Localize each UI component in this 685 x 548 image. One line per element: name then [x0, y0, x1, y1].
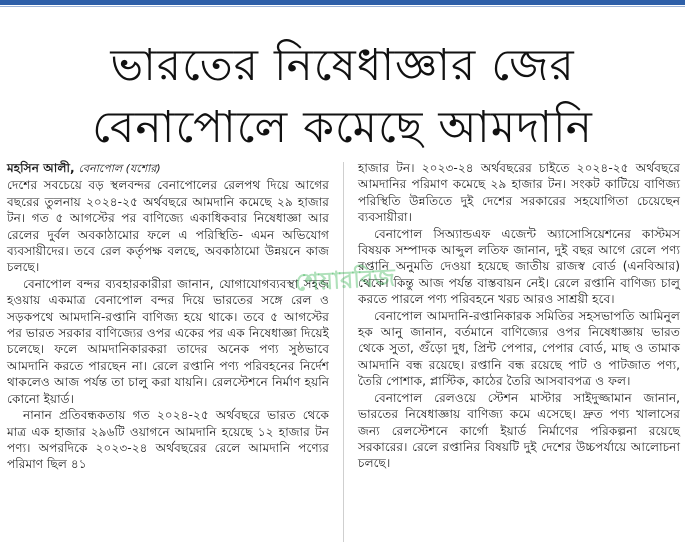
headline-line-2: বেনাপোলে কমেছে আমদানি [92, 102, 593, 153]
byline [7, 160, 329, 177]
paragraph: বেনাপোল রেলওয়ে স্টেশন মাস্টার সাইদুজ্জামান জানান, ভারতের নিষেধাজ্ঞায় বাণিজ্য কমে এসেছে। দ্রুত পণ্য খালাসের জন্য রেলস্টেশনে কার্গো ইয়ার্ড নির্মাণের পরিকল্পনা রয়েছে সরকারের। রেলে রপ্তানির বিষয়টি দুই দেশের উচ্চপর্যায়ে আলোচনা চলছে। [358, 390, 680, 471]
paragraph: হাজার টন। ২০২৩-২৪ অর্থবছরের চাইতে ২০২৪-২৫ অর্থবছরে আমদানির পরিমাণ কমেছে ২৯ হাজার টন। সংকট কাটিয়ে বাণিজ্য পরিস্থিতি উন্নতিতে দুই দেশের সরকারের সহযোগিতা চেয়েছেন ব্যবসায়ীরা। [358, 161, 680, 225]
top-rule [0, 0, 685, 5]
paragraph: বেনাপোল আমদানি-রপ্তানিকারক সমিতির সহসভাপতি আমিনুল হক আনু জানান, বর্তমানে বাণিজ্যের ওপর নিষেধাজ্ঞায় ভারত থেকে সুতা, গুঁড়ো দুধ, প্রিন্ট পেপার, পেপার বোর্ড, মাছ ও তামাক আমদানি বন্ধ রয়েছে। রপ্তানি বন্ধ রয়েছে পাট ও পাটজাত পণ্য, তৈরি পোশাক, প্লাস্টিক, কাঠের তৈরি আসবাবপত্র ও ফল। [358, 308, 680, 389]
byline-place: বেনাপোল (যশোর) [78, 162, 161, 175]
watermark-logo: শেয়ারবিজ [294, 263, 396, 297]
top-rule-thin [0, 6, 685, 7]
paragraph: দেশের সবচেয়ে বড় স্থলবন্দর বেনাপোলের রেলপথ দিয়ে আগের বছরের তুলনায় ২০২৪-২৫ অর্থবছরে আমদানি কমেছে ২৯ হাজার টন। গত ৫ আগস্টের পর বাণিজ্যে একাধিকবার নিষেধাজ্ঞা আর রেলের দুর্বল অবকাঠামোর ফলে এ পরিস্থিতি- এমন অভিযোগ ব্যবসায়ীদের। তবে রেল কর্তৃপক্ষ বলছে, অবকাঠামো উন্নয়নে কাজ চলছে। [7, 178, 329, 275]
article-column-right [358, 160, 680, 472]
paragraph: বেনাপোল সিঅ্যান্ডএফ এজেন্ট অ্যাসোসিয়েশনের কাস্টমস বিষয়ক সম্পাদক আব্দুল লতিফ জানান, দুই বছর আগে রেলে পণ্য রপ্তানি অনুমতি দেওয়া হয়েছে জাতীয় রাজস্ব বোর্ড (এনবিআর) থেকে। কিন্তু আজ পর্যন্ত বাস্তবায়ন নেই। রেলে রপ্তানি বাণিজ্য চালু করতে পারলে পণ্য পরিবহনে খরচ আরও সাশ্রয়ী হবে। [358, 226, 680, 307]
paragraph: বেনাপোল বন্দর ব্যবহারকারীরা জানান, যোগাযোগব্যবস্থা সহজ হওয়ায় একমাত্র বেনাপোল বন্দর দিয়ে ভারতের সঙ্গে রেল ও সড়কপথে আমদানি-রপ্তানি বাণিজ্য হয়ে থাকে। তবে ৫ আগস্টের পর ভারত সরকার বাণিজ্যের ওপর একের পর এক নিষেধাজ্ঞা দিয়েই চলেছে। ফলে আমদানিকারকরা তাদের অনেক পণ্য সুষ্ঠভাবে আমদানি করতে পারছেন না। রেলে রপ্তানি পণ্য পরিবহনের নির্দেশ থাকলেও আজ পর্যন্ত তা চালু করা যায়নি। রেলস্টেশনে নির্মাণ হয়নি কোনো ইয়ার্ড। [7, 276, 329, 406]
headline-line-1: ভারতের নিষেধাজ্ঞার জের [110, 40, 575, 91]
byline-author: মহসিন আলী, [7, 161, 75, 175]
article-column-left [7, 160, 329, 473]
paragraph: নানান প্রতিবন্ধকতায় গত ২০২৪-২৫ অর্থবছরে ভারত থেকে মাত্র এক হাজার ২৯৬টি ওয়াগনে আমদানি হয়েছে ১২ হাজার টন পণ্য। অপরদিকে ২০২৩-২৪ অর্থবছরের রেলে আমদানি পণ্যের পরিমাণ ছিল ৪১ [7, 408, 329, 472]
column-divider [343, 162, 344, 542]
